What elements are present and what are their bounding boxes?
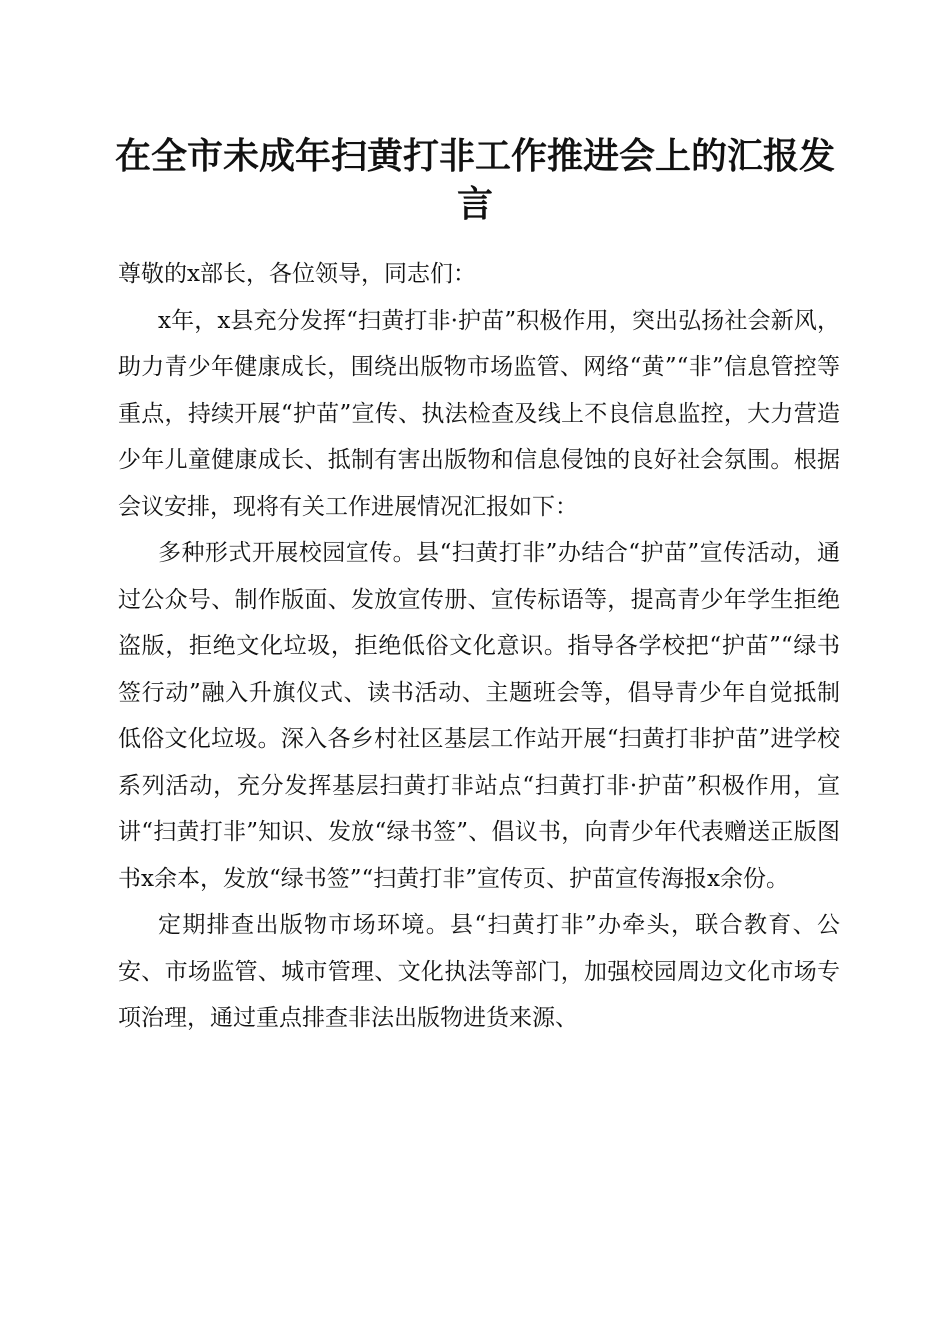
document-body xyxy=(118,251,840,1042)
paragraph-intro: x年，x县充分发挥“扫黄打非·护苗”积极作用，突出弘扬社会新风，助力青少年健康成长，围绕出版物市场监管、网络“黄”“非”信息管控等重点，持续开展“护苗”宣传、执法检查及线上不良信息监控，大力营造少年儿童健康成长、抵制有害出版物和信息侵蚀的良好社会氛围。根据会议安排，现将有关工作进展情况汇报如下： xyxy=(118,307,840,520)
paragraph-campus-publicity: 多种形式开展校园宣传。县“扫黄打非”办结合“护苗”宣传活动，通过公众号、制作版面、发放宣传册、宣传标语等，提高青少年学生拒绝盗版，拒绝文化垃圾，拒绝低俗文化意识。指导各学校把“护苗”“绿书签行动”融入升旗仪式、读书活动、主题班会等，倡导青少年自觉抵制低俗文化垃圾。深入各乡村社区基层工作站开展“扫黄打非护苗”进学校系列活动，充分发挥基层扫黄打非站点“扫黄打非·护苗”积极作用，宣讲“扫黄打非”知识、发放“绿书签”、倡议书，向青少年代表赠送正版图书x余本，发放“绿书签”“扫黄打非”宣传页、护苗宣传海报x余份。 xyxy=(118,540,840,892)
salutation: 尊敬的x部长，各位领导，同志们： xyxy=(118,261,476,287)
paragraph-market-inspection: 定期排查出版物市场环境。县“扫黄打非”办牵头，联合教育、公安、市场监管、城市管理、文化执法等部门，加强校园周边文化市场专项治理，通过重点排查非法出版物进货来源、 xyxy=(118,912,840,1031)
document-title: 在全市未成年扫黄打非工作推进会上的汇报发言 xyxy=(114,135,835,225)
